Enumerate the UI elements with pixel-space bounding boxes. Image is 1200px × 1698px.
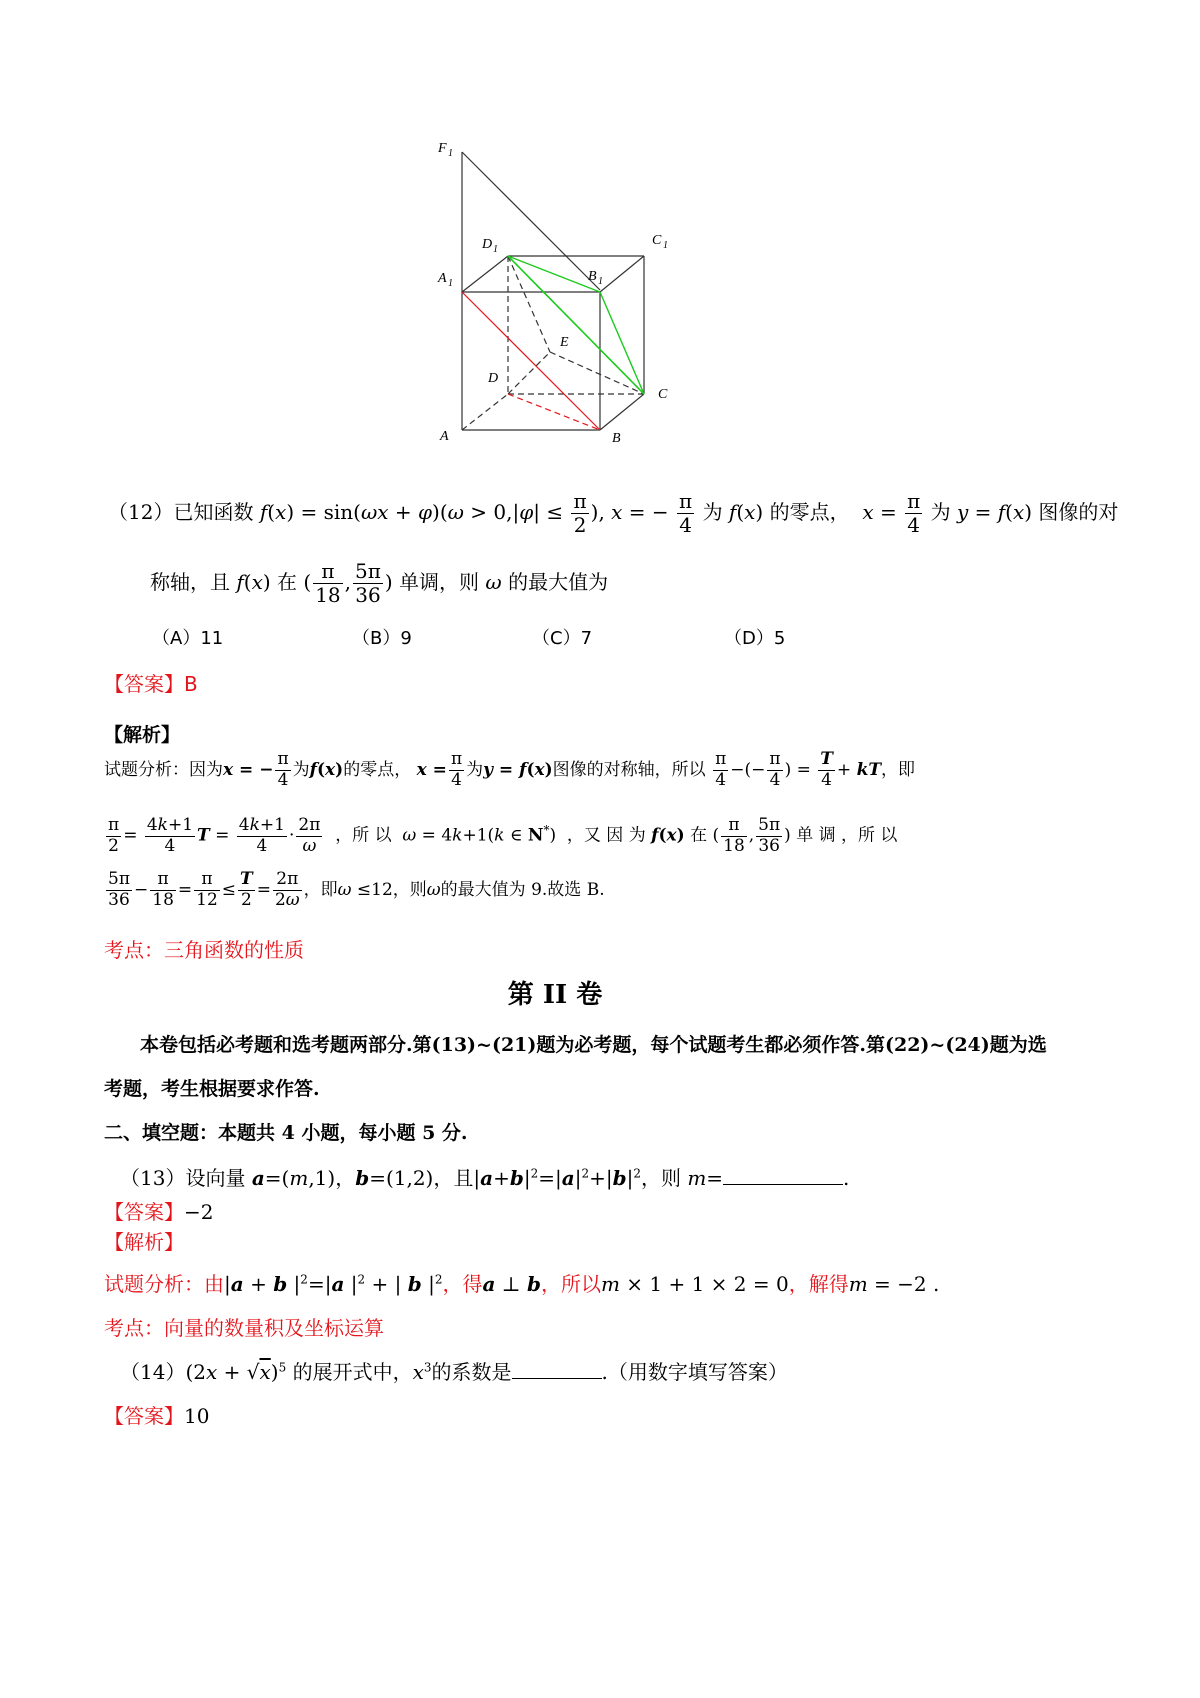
q12-option-a: （A）11 <box>152 628 224 649</box>
section-intro-2: 考题，考生根据要求作答. <box>104 1078 320 1100</box>
svg-text:1: 1 <box>493 244 498 255</box>
q12-option-c: （C）7 <box>532 628 593 649</box>
q12-line1: （12）已知函数 f(x) = sin(ωx + φ)(ω > 0,|φ| ≤ $\frac{\pi}{2}$ ), x = − $\frac{\pi}{4}$ 为 f(x) 的零点， x = $\frac{\pi}{4}$ 为 y = f(x) 图像的对 <box>108 489 1119 537</box>
label-C: C <box>658 387 668 402</box>
svg-text:1: 1 <box>663 240 668 251</box>
part-two-title: 二、填空题：本题共 4 小题，每小题 5 分. <box>104 1122 468 1144</box>
svg-text:1: 1 <box>598 276 603 287</box>
q14-question: $(14)(2x + √x)^5$ 的展开式中，$x^3$的系数是 .（用数字填写答案） <box>120 1360 788 1384</box>
cube-figure <box>420 130 680 460</box>
q13-point: 考点：向量的数量积及坐标运算 <box>104 1316 384 1340</box>
q12-option-d: （D）5 <box>724 628 786 649</box>
q12-point: 考点：三角函数的性质 <box>104 938 304 962</box>
q12-line2: 称轴，且 f(x) 在 ( $\frac{\pi}{18}$ , $\frac{5\pi}{36}$ ) 单调，则 ω 的最大值为 <box>150 559 609 607</box>
q13-answer: 【答案】−2 <box>104 1200 214 1224</box>
label-D1: D <box>482 237 493 252</box>
q12-answer: 【答案】B <box>104 672 198 696</box>
label-B: B <box>612 431 621 446</box>
svg-text:1: 1 <box>448 278 453 289</box>
label-A1: A <box>438 271 447 286</box>
q12-analysis-line1: 试题分析：因为x = − $\frac{\pi}{4}$ 为f(x)的零点， x = $\frac{\pi}{4}$ 为y = f(x)图像的对称轴，所以 $\frac{\pi}{4}$ −(− $\frac{\pi}{4}$ ) = $\frac{T}{4}$ + kT，即 <box>104 749 916 790</box>
section-title: 第 II 卷 <box>507 980 603 1010</box>
label-E: E <box>560 335 569 350</box>
q12-analysis-line3: $\frac{5\pi}{36}$ − $\frac{\pi}{18}$ = $\frac{\pi}{12}$ ≤ $\frac{T}{2}$ = $\frac{2\pi}{2\omega}$ ，即ω ≤12，则ω的最大值为 9.故选 B. <box>108 869 605 910</box>
q12-option-b: （B）9 <box>352 628 412 649</box>
q13-analysis: 试题分析：由|a + b $|^2=|a$ $|^2$ + | b $|^2$，得a ⊥ b，所以m × 1 + 1 × 2 = 0，解得m = −2 . <box>104 1272 940 1296</box>
q13-question: （13）设向量 a=(m,1)，b=(1,2)，且$|a+b|^2=|a|^2+|b|^2$，则 m= . <box>120 1166 850 1190</box>
label-F1: F <box>438 141 447 156</box>
q12-analysis-label: 【解析】 <box>104 724 181 746</box>
label-A: A <box>440 429 449 444</box>
label-C1: C <box>652 233 662 248</box>
svg-text:1: 1 <box>448 148 453 159</box>
q13-analysis-label: 【解析】 <box>104 1230 184 1254</box>
label-D: D <box>488 371 499 386</box>
label-B1: B <box>588 269 597 284</box>
q12-number: （12） <box>108 500 174 524</box>
q12-analysis-line2: $\frac{\pi}{2}$ = $\frac{4k+1}{4}$ T = $\frac{4k+1}{4}$ · $\frac{2\pi}{\omega}$ ，所 以 ω = 4k+1(k ∈ N*) ，又 因 为 f(x) 在 ( $\frac{\pi}{18}$ , $\frac{5\pi}{36}$ ) 单 调 ，所 以 <box>108 815 898 856</box>
section-intro-1: 本卷包括必考题和选考题两部分.第(13)~(21)题为必考题，每个试题考生都必须作答.第(22)~(24)题为选 <box>140 1034 1047 1056</box>
q14-answer: 【答案】10 <box>104 1404 210 1428</box>
